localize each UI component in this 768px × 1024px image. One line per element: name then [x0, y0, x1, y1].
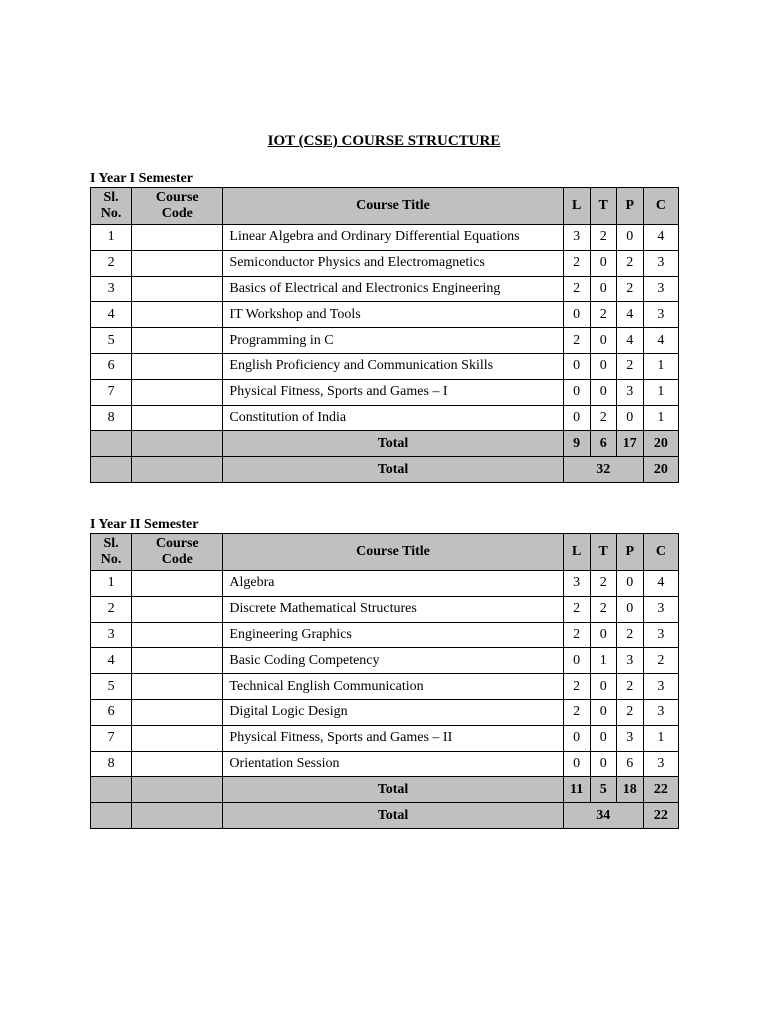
sl-no-cell: 1: [91, 571, 132, 597]
course-title-cell: Basic Coding Competency: [223, 648, 563, 674]
total-hours-row: [91, 803, 679, 829]
sl-no-cell: 7: [91, 379, 132, 405]
lecture-cell: 0: [563, 751, 590, 777]
course-title-cell: Physical Fitness, Sports and Games – II: [223, 725, 563, 751]
lecture-cell: 2: [563, 328, 590, 354]
course-title-cell: IT Workshop and Tools: [223, 302, 563, 328]
course-title-header: Course Title: [223, 188, 563, 225]
course-row: [91, 225, 679, 251]
total-label: Total: [223, 431, 563, 457]
course-code-cell: [132, 328, 223, 354]
course-code-cell: [132, 725, 223, 751]
sl-no-cell: 1: [91, 225, 132, 251]
sl-no-header: Sl. No.: [91, 534, 132, 571]
tutorial-cell: 0: [590, 379, 616, 405]
sl-no-cell: 4: [91, 648, 132, 674]
sl-no-cell: 3: [91, 622, 132, 648]
course-row: [91, 674, 679, 700]
course-code-cell: [132, 405, 223, 431]
tutorial-cell: 2: [590, 596, 616, 622]
course-row: [91, 648, 679, 674]
sl-no-cell: 2: [91, 250, 132, 276]
course-code-cell: [132, 250, 223, 276]
course-code-header: Course Code: [132, 534, 223, 571]
sl-no-cell: 5: [91, 328, 132, 354]
tutorial-cell: 0: [590, 751, 616, 777]
course-title-cell: Algebra: [223, 571, 563, 597]
total-label: Total: [223, 777, 563, 803]
practical-cell: 2: [616, 353, 643, 379]
total-hours: 34: [563, 803, 643, 829]
lecture-header: L: [563, 188, 590, 225]
total-label: Total: [223, 803, 563, 829]
practical-cell: 4: [616, 302, 643, 328]
credits-cell: 2: [643, 648, 678, 674]
course-row: [91, 699, 679, 725]
empty-cell: [132, 777, 223, 803]
sl-no-cell: 5: [91, 674, 132, 700]
lecture-cell: 3: [563, 225, 590, 251]
practical-cell: 2: [616, 622, 643, 648]
practical-cell: 3: [616, 725, 643, 751]
course-row: [91, 250, 679, 276]
tutorial-cell: 0: [590, 353, 616, 379]
empty-cell: [91, 803, 132, 829]
sl-no-cell: 4: [91, 302, 132, 328]
total-lecture: 11: [563, 777, 590, 803]
lecture-cell: 0: [563, 379, 590, 405]
course-code-header: Course Code: [132, 188, 223, 225]
lecture-cell: 3: [563, 571, 590, 597]
sl-no-cell: 6: [91, 699, 132, 725]
sl-no-cell: 7: [91, 725, 132, 751]
credits-header: C: [643, 534, 678, 571]
credits-cell: 4: [643, 571, 678, 597]
total-hours: 32: [563, 457, 643, 483]
practical-cell: 3: [616, 648, 643, 674]
credits-cell: 3: [643, 622, 678, 648]
semester-2-section: [90, 516, 680, 829]
total-credits: 20: [643, 457, 678, 483]
course-title-header: Course Title: [223, 534, 563, 571]
credits-cell: 3: [643, 699, 678, 725]
course-table: [90, 533, 679, 829]
lecture-cell: 0: [563, 648, 590, 674]
course-code-cell: [132, 622, 223, 648]
semester-1-section: [90, 170, 680, 483]
practical-header: P: [616, 188, 643, 225]
sl-no-cell: 8: [91, 405, 132, 431]
course-row: [91, 571, 679, 597]
course-title-cell: Programming in C: [223, 328, 563, 354]
header-row: [91, 188, 679, 225]
total-credits: 22: [643, 803, 678, 829]
total-practical: 17: [616, 431, 643, 457]
course-title-cell: Discrete Mathematical Structures: [223, 596, 563, 622]
practical-cell: 0: [616, 571, 643, 597]
tutorial-cell: 2: [590, 225, 616, 251]
course-row: [91, 276, 679, 302]
course-code-cell: [132, 571, 223, 597]
tutorial-cell: 2: [590, 571, 616, 597]
lecture-cell: 2: [563, 622, 590, 648]
course-code-cell: [132, 276, 223, 302]
course-row: [91, 596, 679, 622]
course-title-cell: Constitution of India: [223, 405, 563, 431]
sl-no-cell: 2: [91, 596, 132, 622]
tutorial-cell: 0: [590, 250, 616, 276]
course-row: [91, 405, 679, 431]
practical-cell: 0: [616, 596, 643, 622]
credits-cell: 1: [643, 405, 678, 431]
credits-cell: 4: [643, 225, 678, 251]
practical-cell: 6: [616, 751, 643, 777]
course-title-cell: Orientation Session: [223, 751, 563, 777]
total-row: [91, 431, 679, 457]
credits-cell: 1: [643, 725, 678, 751]
sl-no-cell: 8: [91, 751, 132, 777]
semester-heading: I Year II Semester: [90, 517, 199, 532]
practical-header: P: [616, 534, 643, 571]
practical-cell: 2: [616, 250, 643, 276]
lecture-cell: 0: [563, 725, 590, 751]
course-code-cell: [132, 225, 223, 251]
credits-cell: 3: [643, 276, 678, 302]
practical-cell: 0: [616, 225, 643, 251]
tutorial-cell: 1: [590, 648, 616, 674]
course-row: [91, 379, 679, 405]
course-title-cell: Digital Logic Design: [223, 699, 563, 725]
course-code-cell: [132, 596, 223, 622]
lecture-cell: 2: [563, 276, 590, 302]
course-code-cell: [132, 648, 223, 674]
tutorial-cell: 0: [590, 725, 616, 751]
empty-cell: [91, 431, 132, 457]
sl-no-cell: 6: [91, 353, 132, 379]
tutorial-cell: 0: [590, 674, 616, 700]
sl-no-cell: 3: [91, 276, 132, 302]
tutorial-cell: 2: [590, 405, 616, 431]
empty-cell: [91, 777, 132, 803]
lecture-header: L: [563, 534, 590, 571]
credits-cell: 3: [643, 751, 678, 777]
total-hours-row: [91, 457, 679, 483]
tutorial-cell: 0: [590, 276, 616, 302]
course-code-cell: [132, 751, 223, 777]
credits-cell: 4: [643, 328, 678, 354]
course-code-cell: [132, 699, 223, 725]
course-row: [91, 302, 679, 328]
practical-cell: 3: [616, 379, 643, 405]
practical-cell: 2: [616, 674, 643, 700]
course-row: [91, 328, 679, 354]
course-title-cell: Physical Fitness, Sports and Games – I: [223, 379, 563, 405]
empty-cell: [132, 431, 223, 457]
tutorial-cell: 0: [590, 622, 616, 648]
course-code-cell: [132, 302, 223, 328]
practical-cell: 2: [616, 276, 643, 302]
empty-cell: [132, 803, 223, 829]
course-title-cell: Basics of Electrical and Electronics Engineering: [223, 276, 563, 302]
credits-cell: 3: [643, 674, 678, 700]
course-row: [91, 725, 679, 751]
total-lecture: 9: [563, 431, 590, 457]
course-title-cell: Engineering Graphics: [223, 622, 563, 648]
total-row: [91, 777, 679, 803]
course-title-cell: Semiconductor Physics and Electromagnetics: [223, 250, 563, 276]
total-tutorial: 6: [590, 431, 616, 457]
sl-no-header: Sl. No.: [91, 188, 132, 225]
credits-header: C: [643, 188, 678, 225]
total-label: Total: [223, 457, 563, 483]
lecture-cell: 2: [563, 674, 590, 700]
lecture-cell: 0: [563, 302, 590, 328]
course-row: [91, 622, 679, 648]
total-practical: 18: [616, 777, 643, 803]
practical-cell: 0: [616, 405, 643, 431]
course-title-cell: English Proficiency and Communication Skills: [223, 353, 563, 379]
lecture-cell: 0: [563, 353, 590, 379]
credits-cell: 3: [643, 250, 678, 276]
course-row: [91, 353, 679, 379]
lecture-cell: 2: [563, 250, 590, 276]
course-title-cell: Technical English Communication: [223, 674, 563, 700]
empty-cell: [91, 457, 132, 483]
course-code-cell: [132, 379, 223, 405]
tutorial-header: T: [590, 188, 616, 225]
lecture-cell: 0: [563, 405, 590, 431]
credits-cell: 1: [643, 379, 678, 405]
page-title: IOT (CSE) COURSE STRUCTURE: [267, 133, 501, 149]
lecture-cell: 2: [563, 596, 590, 622]
course-title-cell: Linear Algebra and Ordinary Differential Equations: [223, 225, 563, 251]
empty-cell: [132, 457, 223, 483]
course-code-cell: [132, 353, 223, 379]
header-row: [91, 534, 679, 571]
course-code-cell: [132, 674, 223, 700]
tutorial-header: T: [590, 534, 616, 571]
total-tutorial: 5: [590, 777, 616, 803]
credits-cell: 1: [643, 353, 678, 379]
tutorial-cell: 0: [590, 699, 616, 725]
tutorial-cell: 0: [590, 328, 616, 354]
tutorial-cell: 2: [590, 302, 616, 328]
lecture-cell: 2: [563, 699, 590, 725]
total-credits: 22: [643, 777, 678, 803]
total-credits: 20: [643, 431, 678, 457]
course-table: [90, 187, 679, 483]
course-row: [91, 751, 679, 777]
practical-cell: 2: [616, 699, 643, 725]
practical-cell: 4: [616, 328, 643, 354]
credits-cell: 3: [643, 596, 678, 622]
credits-cell: 3: [643, 302, 678, 328]
semester-heading: I Year I Semester: [90, 171, 194, 186]
